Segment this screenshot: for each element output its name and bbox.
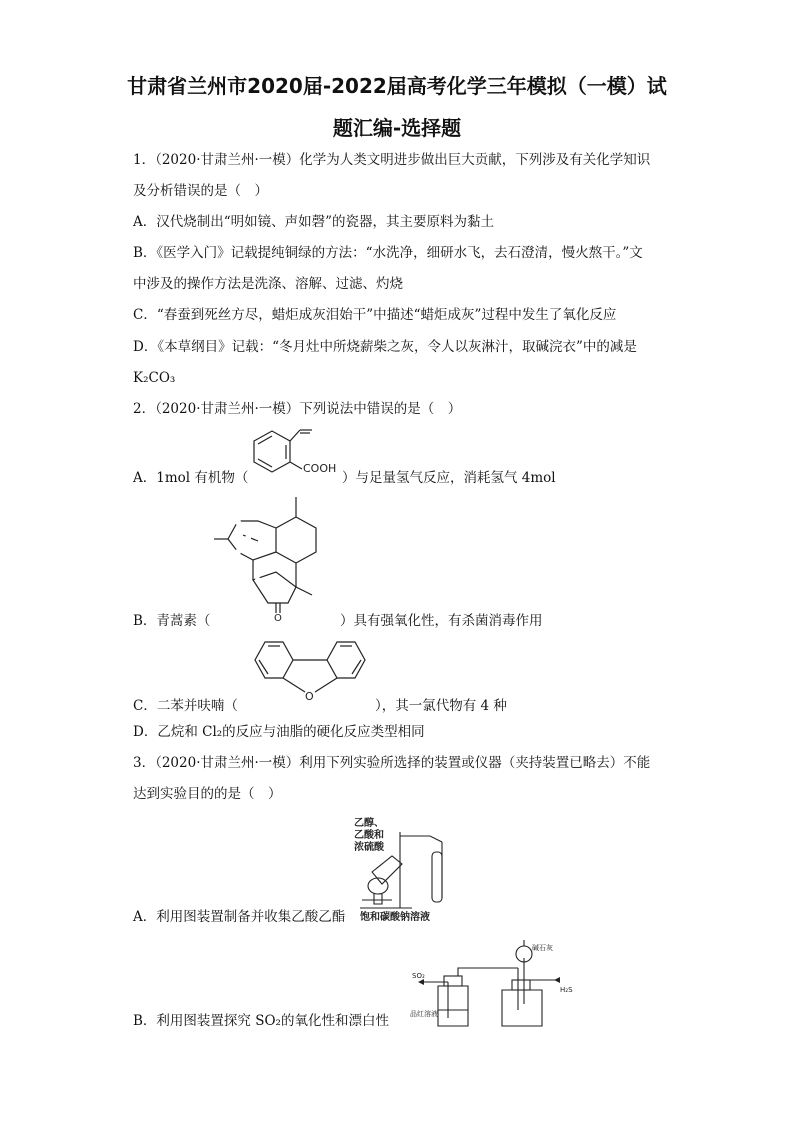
q2-option-a-prefix: A．1mol 有机物（ <box>133 470 249 486</box>
sodium-carbonate-label: 饱和碳酸钠溶液 <box>360 912 430 923</box>
artemisinin-oxygen-label: O <box>274 613 282 623</box>
ester-reagent-label-3: 浓硫酸 <box>354 842 384 853</box>
q1-stem-line1: 1．（2020·甘肃兰州·一模）化学为人类文明进步做出巨大贡献，下列涉及有关化学知识 <box>133 152 651 168</box>
ester-reagent-label-2: 乙酸和 <box>354 830 384 841</box>
dibenzofuran-oxygen-label: O <box>305 690 314 703</box>
soda-lime-label: 碱石灰 <box>532 944 553 952</box>
so2-apparatus-figure <box>410 938 600 1032</box>
ester-apparatus-figure <box>352 812 460 924</box>
q2-stem: 2．（2020·甘肃兰州·一模）下列说法中错误的是（ ） <box>133 401 462 417</box>
q3-stem-line2: 达到实验目的的是（ ） <box>133 786 282 802</box>
dibenzofuran-structure-figure <box>243 632 377 712</box>
q1-option-b-line1: B．《医学入门》记载提纯铜绿的方法：“水洗净，细研水飞，去石澄清，慢火熬干。”文 <box>133 245 643 261</box>
document-title-line2: 题汇编-选择题 <box>332 116 462 140</box>
q3-option-b: B．利用图装置探究 SO₂的氧化性和漂白性 <box>133 1013 389 1029</box>
h2s-inlet-label: H₂S <box>560 986 573 994</box>
q3-stem-line1: 3．（2020·甘肃兰州·一模）利用下列实验所选择的装置或仪器（夹持装置已略去）不能 <box>133 755 651 771</box>
q1-option-c: C．“春蚕到死丝方尽，蜡炬成灰泪始干”中描述“蜡炬成灰”过程中发生了氧化反应 <box>133 307 617 323</box>
q2a-cooh-label: COOH <box>303 462 337 475</box>
q2-option-b-prefix: B．青蒿素（ <box>133 613 211 629</box>
q1-option-a: A．汉代烧制出“明如镜、声如磬”的瓷器，其主要原料为黏土 <box>133 214 495 230</box>
magenta-solution-label: 品红溶液 <box>410 1010 438 1018</box>
q1-option-b-line2: 中涉及的操作方法是洗涤、溶解、过滤、灼烧 <box>133 276 403 292</box>
q2-option-a-suffix: ）与足量氢气反应，消耗氢气 4mol <box>342 470 556 486</box>
artemisinin-structure-figure <box>208 495 338 623</box>
ester-reagent-label-1: 乙醇、 <box>354 818 384 829</box>
document-title-line1: 甘肃省兰州市2020届-2022届高考化学三年模拟（一模）试 <box>127 74 667 98</box>
q1-stem-line2: 及分析错误的是（ ） <box>133 183 268 199</box>
q2a-structure-figure <box>240 424 346 490</box>
q3-option-a: A．利用图装置制备并收集乙酸乙酯 <box>133 909 346 925</box>
q2-option-d: D．乙烷和 Cl₂的反应与油脂的硬化反应类型相同 <box>133 724 425 740</box>
q2-option-c-suffix: ），其一氯代物有 4 种 <box>375 698 507 714</box>
q2-option-b-suffix: ）具有强氧化性，有杀菌消毒作用 <box>340 613 543 629</box>
q1-option-d-line1: D．《本草纲目》记载：“冬月灶中所烧薪柴之灰，令人以灰淋汁，取碱浣衣”中的减是 <box>133 339 637 355</box>
so2-inlet-label: SO₂ <box>412 972 425 980</box>
q1-option-d-line2: K₂CO₃ <box>133 370 176 386</box>
q2-option-c-prefix: C．二苯并呋喃（ <box>133 698 238 714</box>
